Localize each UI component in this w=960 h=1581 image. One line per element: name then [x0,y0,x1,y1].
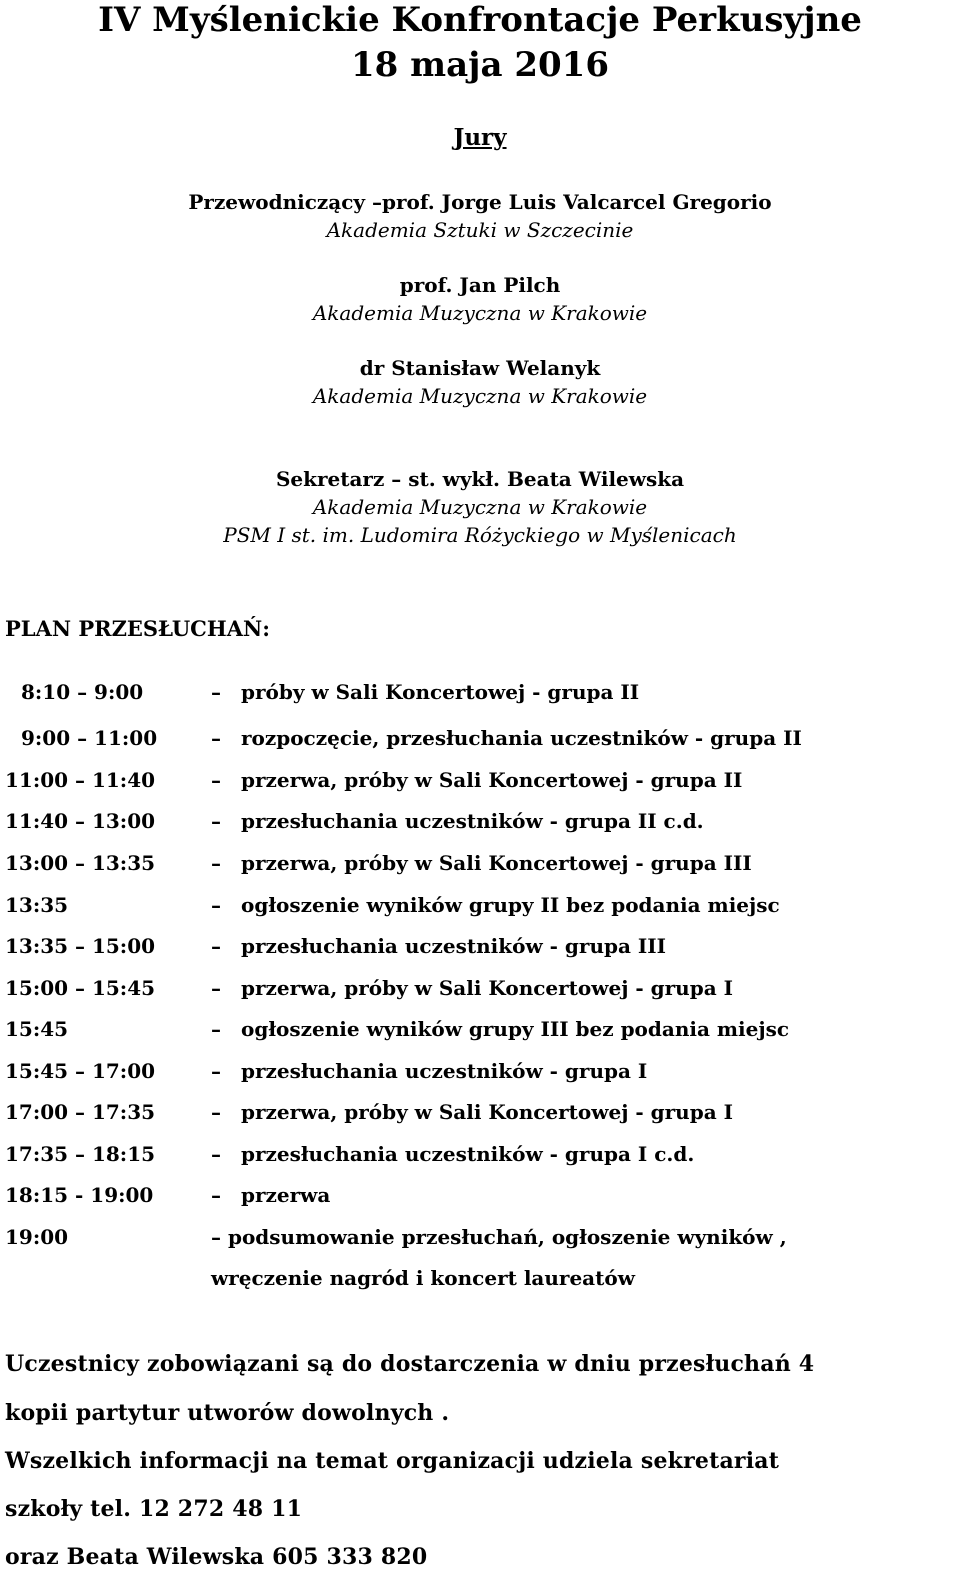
schedule-row [0,890,960,920]
schedule-time: 17:00 – 17:35 [5,1100,156,1124]
secretary-institution: Akademia Muzyczna w Krakowie [312,495,648,519]
notes-line: Uczestnicy zobowiązani są do dostarczenia w dniu przesłuchań 4 [5,1351,815,1377]
schedule-time: 15:45 [5,1017,69,1041]
schedule-row [0,848,960,878]
secretary-school: PSM I st. im. Ludomira Różyckiego w Myślenicach [223,523,737,547]
schedule-description: – przerwa, próby w Sali Koncertowej - grupa III [211,848,752,878]
schedule-time: 13:35 – 15:00 [5,934,156,958]
schedule-row [0,765,960,795]
schedule-time: 19:00 [5,1225,69,1249]
schedule-row [0,1139,960,1169]
schedule-row [0,1180,960,1210]
schedule-row [0,806,960,836]
jury-heading: Jury [453,124,507,151]
schedule-time: 13:00 – 13:35 [5,851,156,875]
schedule-time: 17:35 – 18:15 [5,1142,156,1166]
schedule-description: – przerwa, próby w Sali Koncertowej - grupa I [211,973,733,1003]
schedule-description: – przerwa, próby w Sali Koncertowej - grupa II [211,765,742,795]
schedule-description-continuation: wręczenie nagród i koncert laureatów [211,1266,635,1290]
schedule-description: – podsumowanie przesłuchań, ogłoszenie wyników , [211,1225,787,1249]
notes-contact: oraz Beata Wilewska 605 333 820 [5,1544,428,1570]
schedule-time: 15:45 – 17:00 [5,1059,156,1083]
schedule-description: – przesłuchania uczestników - grupa III [211,931,666,961]
schedule-heading: PLAN PRZESŁUCHAŃ: [5,616,270,641]
schedule-row [0,1014,960,1044]
schedule-description: – ogłoszenie wyników grupy II bez podania miejsc [211,890,780,920]
jury-member-name: dr Stanisław Welanyk [359,356,601,380]
schedule-row [0,677,960,707]
jury-member-name: prof. Jan Pilch [399,273,561,297]
jury-member-institution: Akademia Muzyczna w Krakowie [312,301,648,325]
schedule-description: – przesłuchania uczestników - grupa II c.d. [211,806,704,836]
schedule-time: 18:15 - 19:00 [5,1183,154,1207]
schedule-row [0,931,960,961]
notes-line: kopii partytur utworów dowolnych . [5,1400,450,1426]
notes-line: Wszelkich informacji na temat organizacji udziela sekretariat [5,1448,780,1474]
schedule-row [0,973,960,1003]
schedule-time: 8:10 – 9:00 [21,680,144,704]
schedule-description: – próby w Sali Koncertowej - grupa II [211,677,639,707]
jury-chair-institution: Akademia Sztuki w Szczecinie [326,218,634,242]
schedule-row [0,1097,960,1127]
schedule-description: – przerwa [211,1180,330,1210]
schedule-description: – przesłuchania uczestników - grupa I [211,1056,647,1086]
jury-member-institution: Akademia Muzyczna w Krakowie [312,384,648,408]
schedule-time: 11:40 – 13:00 [5,809,156,833]
notes-phone: szkoły tel. 12 272 48 11 [5,1496,303,1522]
schedule-row [0,723,960,753]
schedule-description: – ogłoszenie wyników grupy III bez podania miejsc [211,1014,789,1044]
event-date: 18 maja 2016 [351,45,609,85]
schedule-description: – przesłuchania uczestników - grupa I c.d. [211,1139,694,1169]
schedule-row [0,1056,960,1086]
schedule-description: – rozpoczęcie, przesłuchania uczestników - grupa II [211,723,802,753]
schedule-time: 15:00 – 15:45 [5,976,156,1000]
secretary-name: Sekretarz – st. wykł. Beata Wilewska [275,467,685,491]
document-title: IV Myślenickie Konfrontacje Perkusyjne [98,0,862,40]
jury-chair-name: Przewodniczący –prof. Jorge Luis Valcarcel Gregorio [188,190,772,214]
schedule-time: 11:00 – 11:40 [5,768,156,792]
schedule-description: – przerwa, próby w Sali Koncertowej - grupa I [211,1097,733,1127]
schedule-time: 9:00 – 11:00 [21,726,158,750]
schedule-time: 13:35 [5,893,69,917]
schedule-row [0,1222,960,1252]
